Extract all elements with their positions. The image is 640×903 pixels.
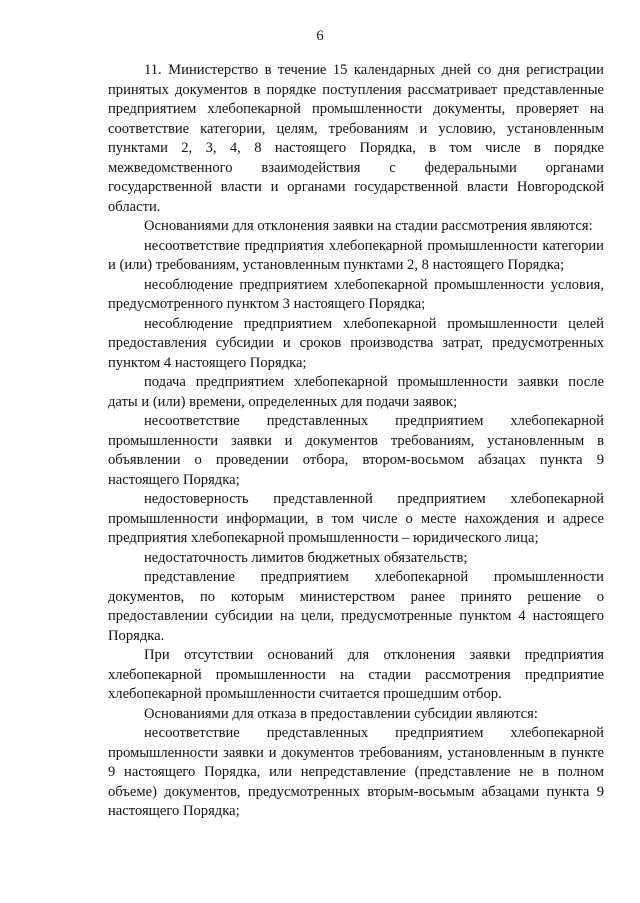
paragraph-rejection-ground: несоответствие предприятия хлебопекарной промышленности категории и (или) требованиям, установленным пунктами 2, 8 настоящего Порядка;	[108, 237, 604, 273]
paragraph-rejection-ground: несоответствие представленных предприятием хлебопекарной промышленности заявки и документов требованиям, установленным в объявлении о проведении отбора, втором-восьмом абзацах пункта 9 настоящего Порядка;	[108, 413, 604, 488]
paragraph-rejection-ground: представление предприятием хлебопекарной промышленности документов, по которым министерством ранее принято решение о предоставлении субсидии на цели, предусмотренные пунктом 4 настоящего Порядка.	[108, 569, 604, 644]
paragraph-rejection-ground: недостаточность лимитов бюджетных обязательств;	[144, 549, 468, 566]
paragraph-refusal-grounds-heading: Основаниями для отказа в предоставлении субсидии являются:	[144, 705, 538, 722]
document-body	[108, 61, 604, 822]
paragraph-11-intro: 11. Министерство в течение 15 календарных дней со дня регистрации принятых документов в порядке поступления рассматривает представленные предприятием хлебопекарной промышленности документы, проверяет на соответствие категории, целям, требованиям и условию, установленным пунктами 2, 3, 4, 8 настоящего Порядка, в том числе в порядке межведомственного взаимодействия с федеральными органами государственной власти и органами государственной власти Новгородской области.	[108, 62, 604, 215]
paragraph-rejection-grounds-heading: Основаниями для отклонения заявки на стадии рассмотрения являются:	[144, 218, 593, 234]
paragraph-rejection-ground: несоблюдение предприятием хлебопекарной промышленности целей предоставления субсидии и сроков производства затрат, предусмотренных пунктом 4 настоящего Порядка;	[108, 315, 604, 371]
paragraph-rejection-ground: недостоверность представленной предприятием хлебопекарной промышленности информации, в том числе о месте нахождения и адресе предприятия хлебопекарной промышленности – юридического лица;	[108, 491, 604, 546]
paragraph-selection-passed: При отсутствии оснований для отклонения заявки предприятия хлебопекарной промышленности на стадии рассмотрения предприятие хлебопекарной промышленности считается прошедшим отбор.	[108, 647, 604, 702]
paragraph-rejection-ground: подача предприятием хлебопекарной промышленности заявки после даты и (или) времени, определенных для подачи заявок;	[108, 374, 604, 410]
page-number: 6	[316, 28, 324, 44]
paragraph-refusal-ground: несоответствие представленных предприятием хлебопекарной промышленности заявки и документов требованиям, установленным в пункте 9 настоящего Порядка, или непредставление (представление не в полном объеме) документов, предусмотренных вторым-восьмым абзацами пункта 9 настоящего Порядка;	[108, 725, 604, 819]
paragraph-rejection-ground: несоблюдение предприятием хлебопекарной промышленности условия, предусмотренного пунктом 3 настоящего Порядка;	[108, 276, 604, 312]
